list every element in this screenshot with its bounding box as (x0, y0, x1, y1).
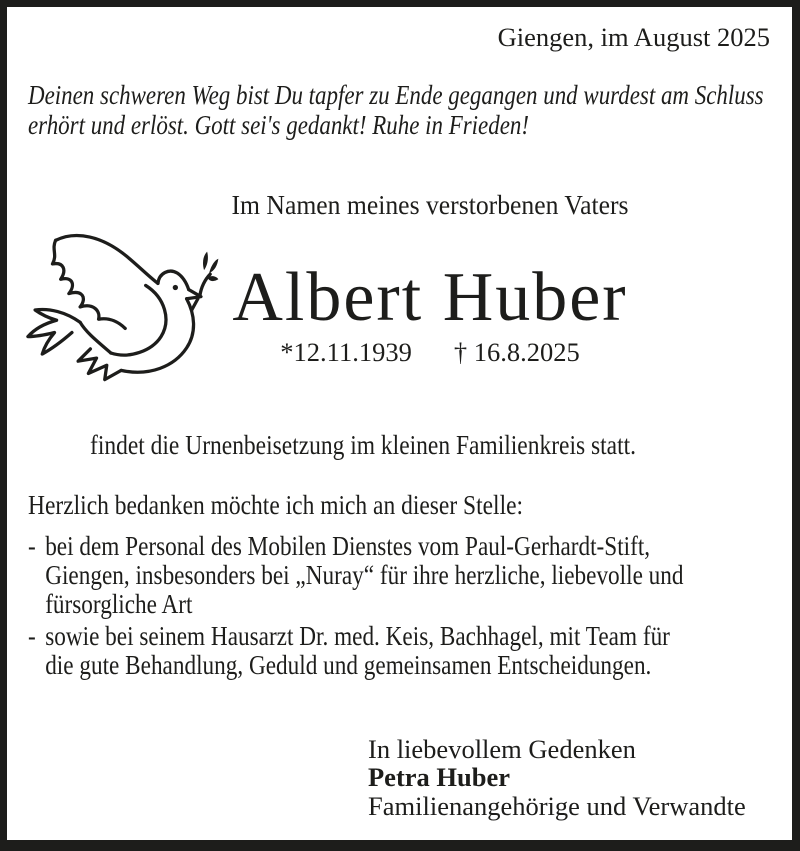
item-line: Giengen, insbesonders bei „Nuray“ für ihre herzliche, liebevolle und (45, 560, 684, 590)
item-line: sowie bei seinem Hausarzt Dr. med. Keis, Bachhagel, mit Team für (45, 621, 670, 651)
list-bullet: - (28, 531, 36, 561)
signature-name: Petra Huber (368, 762, 511, 793)
life-dates (60, 337, 800, 368)
thanks-item (28, 622, 684, 680)
signature-family: Familienangehörige und Verwandte (368, 790, 746, 821)
epitaph-line-1: Deinen schweren Weg bist Du tapfer zu Ende gegangen und wurdest am Schluss (28, 80, 764, 110)
thanks-item-text (45, 532, 683, 619)
item-line: die gute Behandlung, Geduld und gemeinsamen Entscheidungen. (45, 650, 652, 680)
deceased-name: Albert Huber (232, 259, 628, 336)
signature-block (368, 735, 746, 820)
item-line: bei dem Personal des Mobilen Dienstes vom Paul-Gerhardt-Stift, (45, 531, 651, 561)
list-bullet: - (28, 621, 36, 651)
item-line: fürsorgliche Art (45, 589, 193, 619)
thanks-item (28, 532, 684, 619)
funeral-line: findet die Urnenbeisetzung im kleinen Familienkreis statt. (90, 430, 637, 460)
signature-remembrance: In liebevollem Gedenken (368, 734, 636, 764)
thanks-item-text (45, 622, 670, 680)
thanks-list (28, 532, 684, 680)
birth-date: *12.11.1939 (280, 337, 412, 367)
dateline: Giengen, im August 2025 (497, 22, 770, 52)
death-date: † 16.8.2025 (453, 337, 580, 367)
intro-line: Im Namen meines verstorbenen Vaters (231, 190, 629, 220)
thanks-heading: Herzlich bedanken möchte ich mich an dieser Stelle: (28, 490, 524, 520)
epitaph (28, 80, 764, 140)
epitaph-line-2: erhört und erlöst. Gott sei's gedankt! Ruhe in Frieden! (28, 110, 530, 140)
